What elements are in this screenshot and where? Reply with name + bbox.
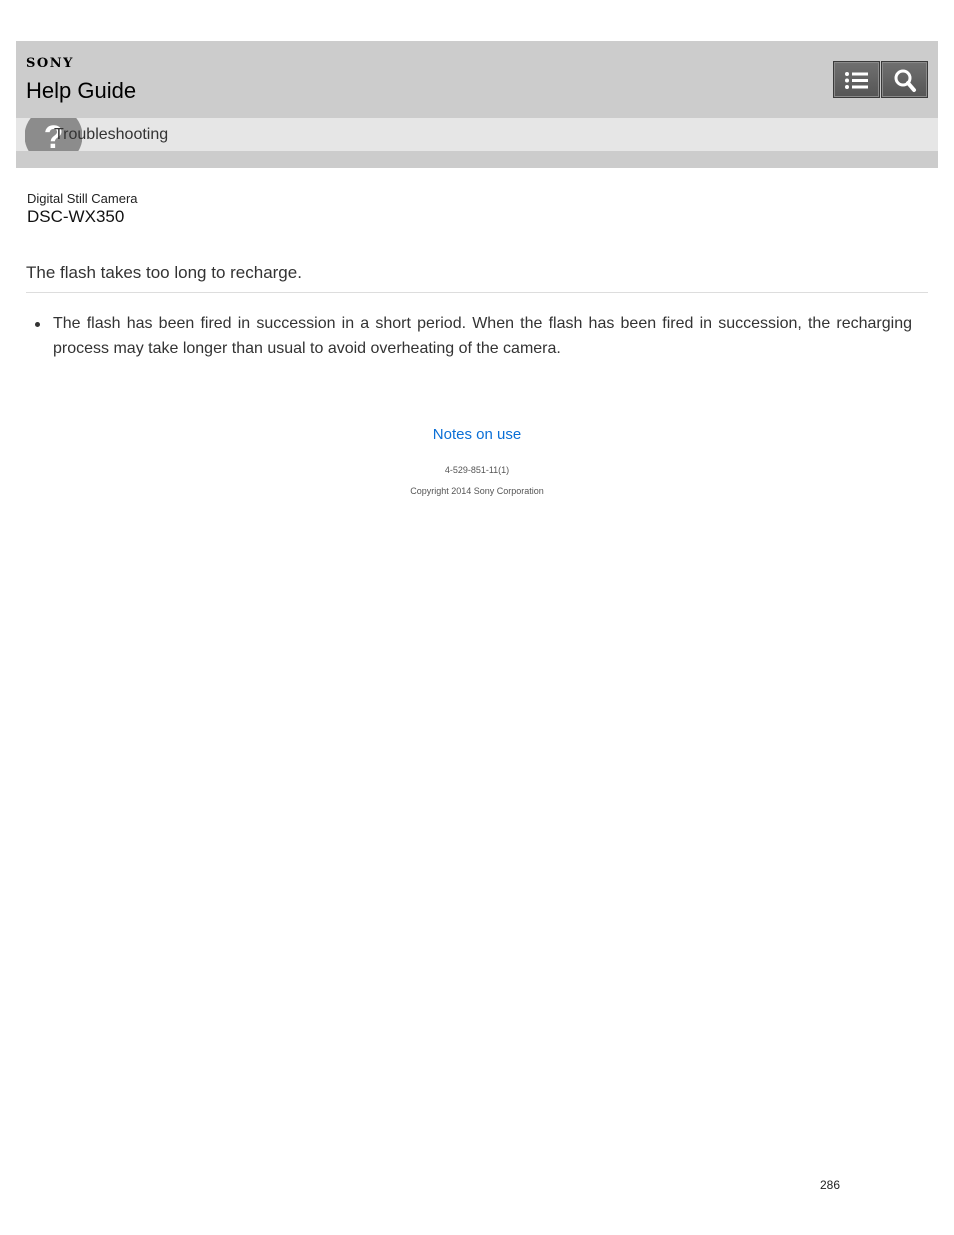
sony-logo: SONY <box>26 56 74 71</box>
copyright: Copyright 2014 Sony Corporation <box>410 486 544 496</box>
list-item-text: The flash has been fired in succession in a short period. When the flash has been fired in succession, the recharging process may take longer than usual to avoid overheating of the camera. <box>53 315 912 357</box>
product-model: DSC-WX350 <box>27 207 125 226</box>
notes-on-use-link[interactable]: Notes on use <box>432 426 522 443</box>
bullet-dot <box>35 322 40 327</box>
bullet-list <box>32 311 912 361</box>
help-guide-title: Help Guide <box>26 78 137 103</box>
svg-text:?: ? <box>43 119 64 151</box>
list-icon <box>834 62 881 99</box>
document-code: 4-529-851-11(1) <box>444 465 510 475</box>
search-button[interactable] <box>881 61 928 98</box>
article-title: The flash takes too long to recharge. <box>26 263 302 282</box>
header <box>16 41 938 168</box>
table-of-contents-button[interactable] <box>833 61 880 98</box>
product-type: Digital Still Camera <box>27 191 138 206</box>
page-number: 286 <box>820 1178 841 1192</box>
breadcrumb <box>16 118 938 151</box>
title-divider <box>26 292 928 293</box>
breadcrumb-troubleshooting[interactable]: Troubleshooting <box>54 126 169 143</box>
magnifier-icon <box>882 62 929 99</box>
list-item <box>32 311 912 361</box>
